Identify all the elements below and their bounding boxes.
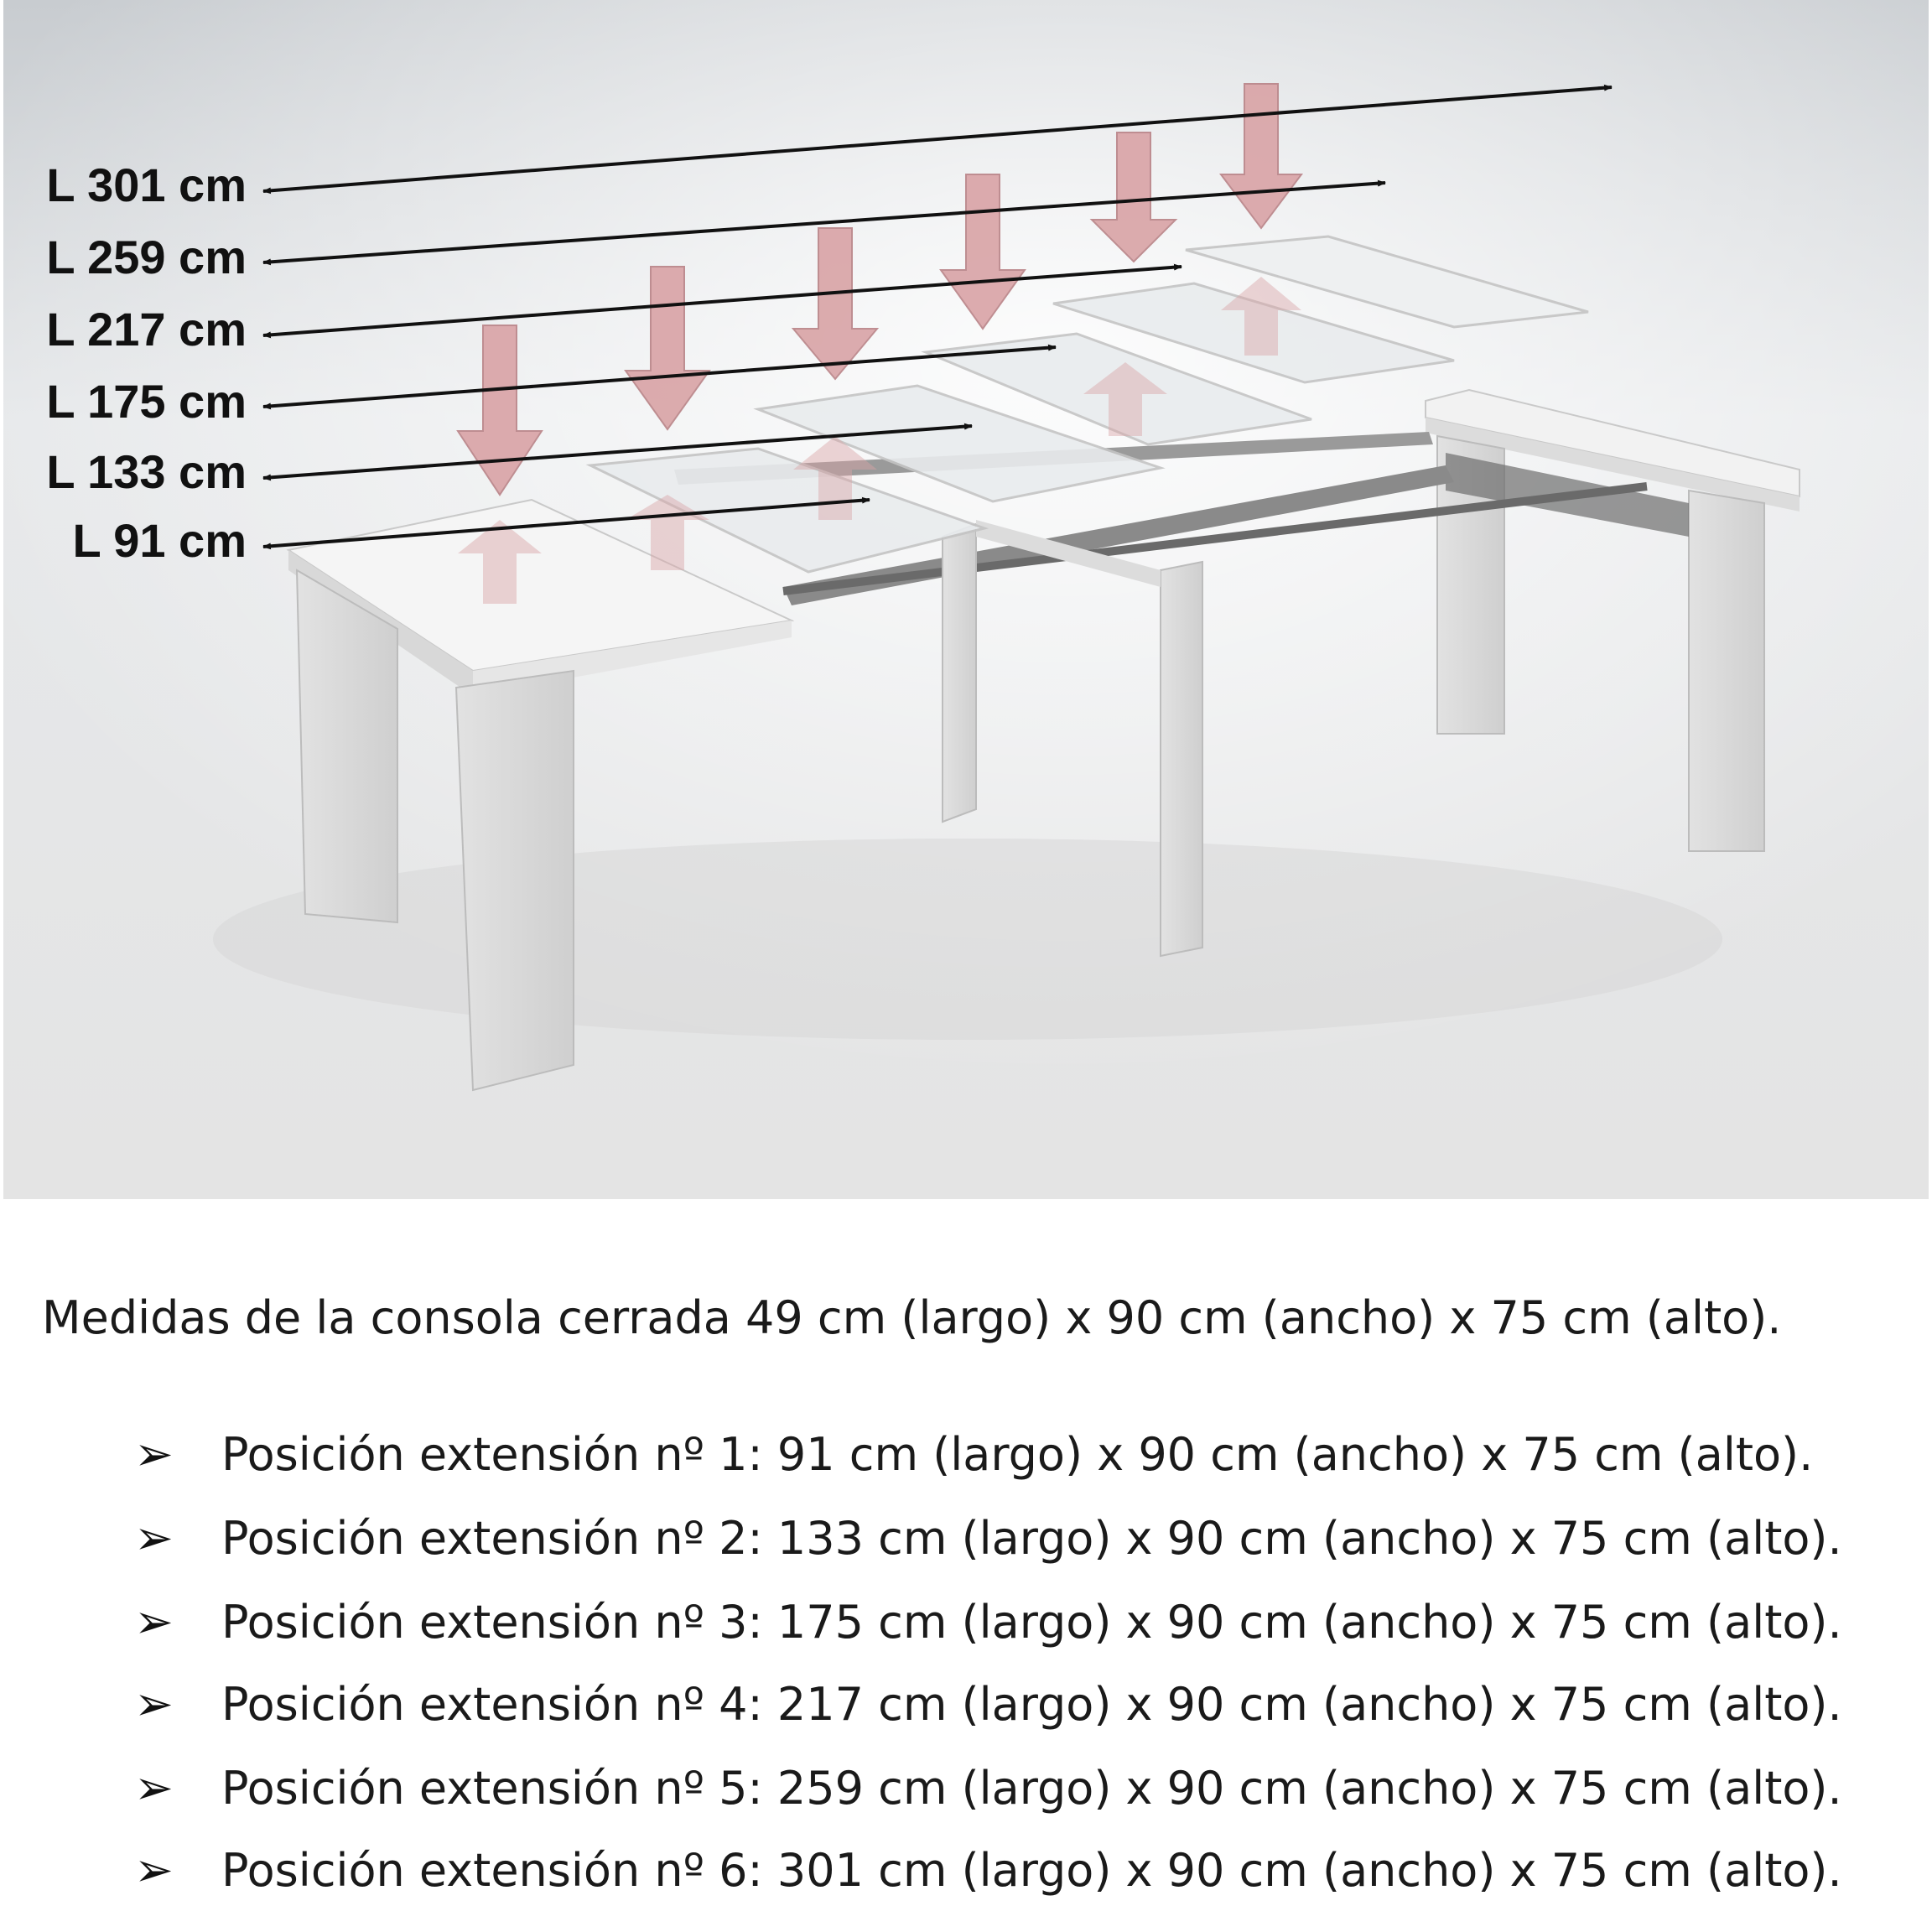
- position-4-text: Posición extensión nº 4: 217 cm (largo) x 90 cm (ancho) x 75 cm (alto).: [221, 1678, 1842, 1731]
- arrow-bullet-icon: ➢: [134, 1511, 174, 1566]
- arrow-bullet-icon: ➢: [134, 1427, 174, 1482]
- arrow-bullet-icon: ➢: [134, 1595, 174, 1649]
- position-6-text: Posición extensión nº 6: 301 cm (largo) x 90 cm (ancho) x 75 cm (alto).: [221, 1844, 1842, 1897]
- dim-label-91: L 91 cm: [72, 514, 247, 567]
- arrow-bullet-icon: ➢: [134, 1843, 174, 1898]
- arrow-bullet-icon: ➢: [134, 1761, 174, 1815]
- dim-label-217: L 217 cm: [46, 303, 247, 356]
- closed-console-dimensions: Medidas de la consola cerrada 49 cm (largo) x 90 cm (ancho) x 75 cm (alto).: [42, 1291, 1782, 1344]
- extendable-table-illustration: [3, 0, 1929, 1199]
- position-3-text: Posición extensión nº 3: 175 cm (largo) x 90 cm (ancho) x 75 cm (alto).: [221, 1596, 1842, 1649]
- position-1-text: Posición extensión nº 1: 91 cm (largo) x 90 cm (ancho) x 75 cm (alto).: [221, 1428, 1814, 1481]
- position-5-text: Posición extensión nº 5: 259 cm (largo) x 90 cm (ancho) x 75 cm (alto).: [221, 1762, 1842, 1815]
- dim-label-175: L 175 cm: [46, 375, 247, 428]
- dim-label-259: L 259 cm: [46, 231, 247, 283]
- arrow-bullet-icon: ➢: [134, 1677, 174, 1732]
- dim-label-301: L 301 cm: [46, 158, 247, 211]
- dim-label-133: L 133 cm: [46, 445, 247, 498]
- position-2-text: Posición extensión nº 2: 133 cm (largo) x 90 cm (ancho) x 75 cm (alto).: [221, 1512, 1842, 1565]
